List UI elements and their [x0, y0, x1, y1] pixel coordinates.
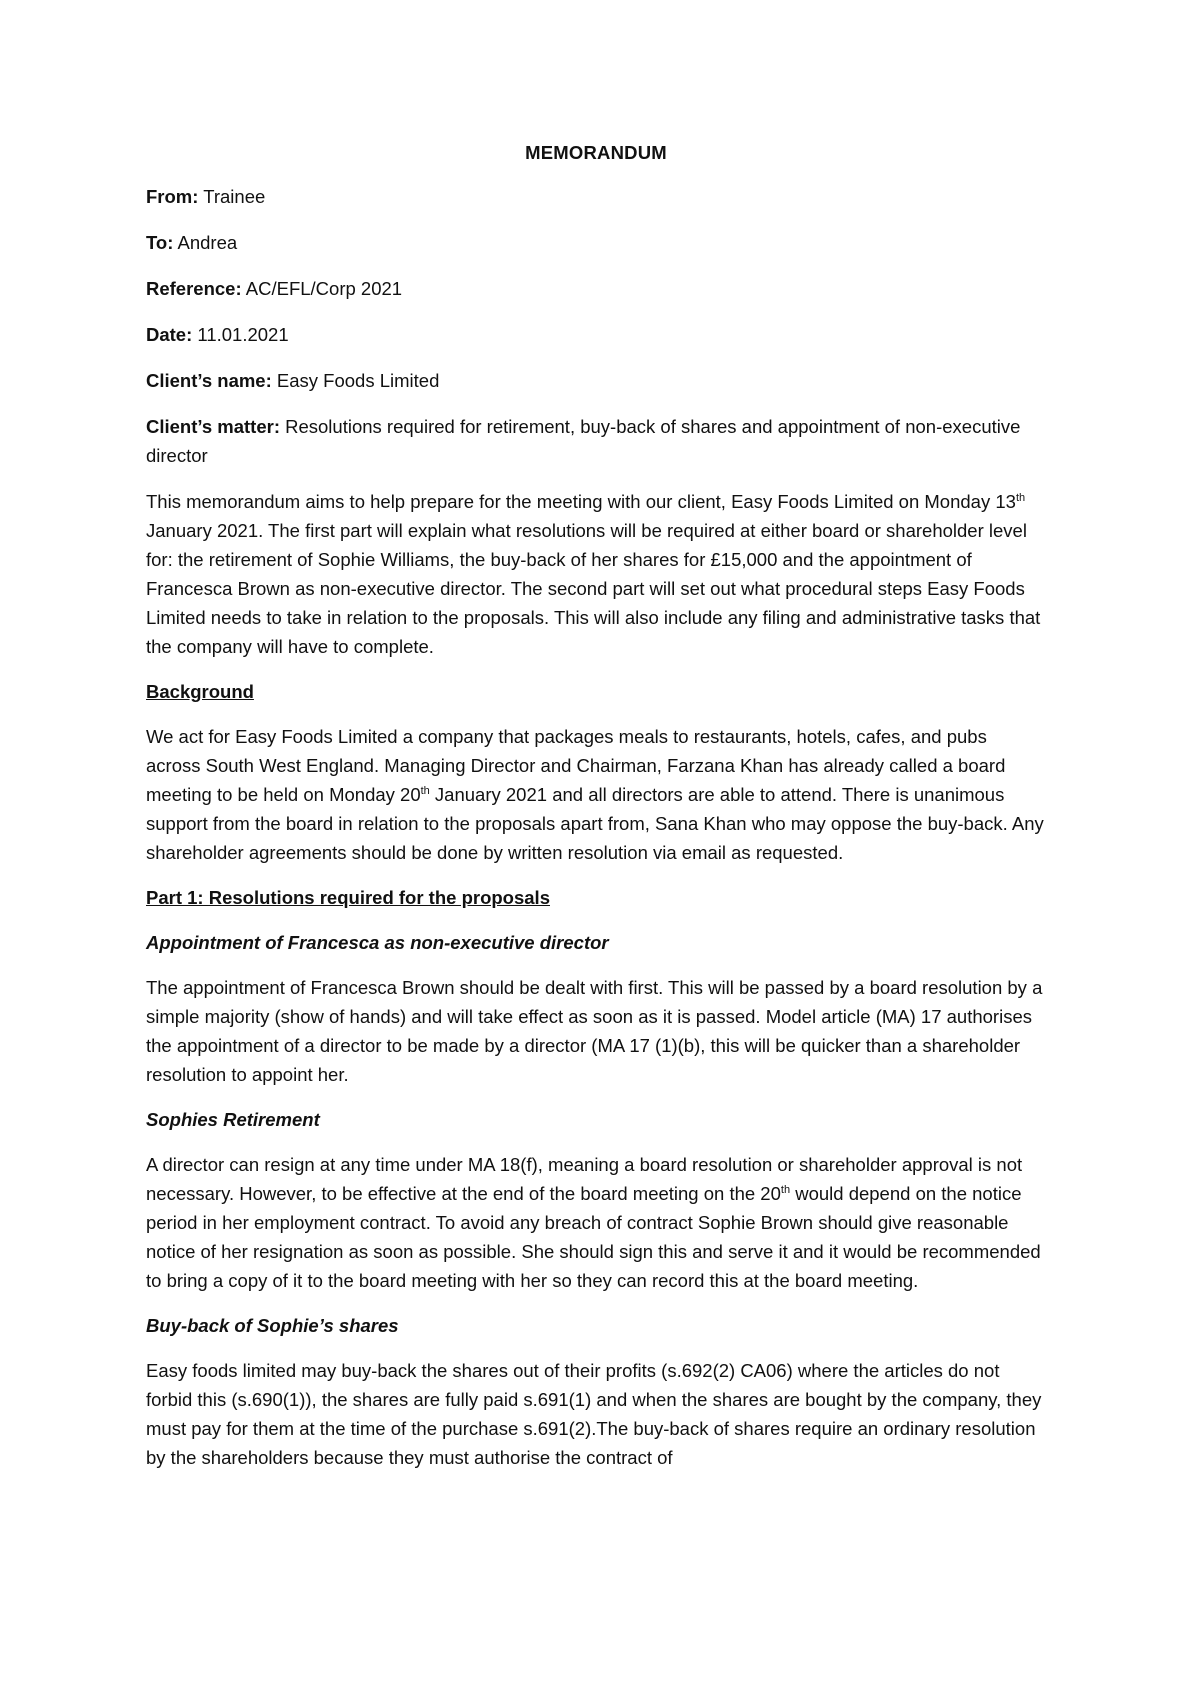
field-date: [146, 320, 1046, 349]
field-client-name: [146, 366, 1046, 395]
retirement-paragraph: [146, 1150, 1046, 1295]
part1-heading: Part 1: Resolutions required for the proposals: [146, 887, 550, 908]
field-value: Resolutions required for retirement, buy-back of shares and appointment of non-executive director: [146, 416, 1021, 466]
field-from: [146, 182, 1046, 211]
field-client-matter: [146, 412, 1046, 470]
retirement-superscript: th: [780, 1183, 791, 1196]
field-reference: [146, 274, 1046, 303]
field-label: From:: [146, 186, 199, 207]
field-value: 11.01.2021: [192, 324, 289, 345]
intro-paragraph: [146, 487, 1046, 661]
field-label: To:: [146, 232, 174, 253]
field-label: Date:: [146, 324, 193, 345]
field-to: [146, 228, 1046, 257]
field-label: Client’s matter:: [146, 416, 280, 437]
background-heading: Background: [146, 681, 254, 702]
field-value: Andrea: [173, 232, 238, 253]
intro-text-b: January 2021. The first part will explain what resolutions will be required at either board or shareholder level for: the retirement of Sophie Williams, the buy-back of her shares for £15,000 and the appointment of Francesca Brown as non-executive director. The second part will set out what procedural steps Easy Foods Limited needs to take in relation to the proposals. This will also include any filing and administrative tasks that the company will have to complete.: [146, 520, 1041, 657]
buyback-heading: Buy-back of Sophie’s shares: [146, 1315, 399, 1336]
appointment-paragraph: The appointment of Francesca Brown should be dealt with first. This will be passed by a board resolution by a simple majority (show of hands) and will take effect as soon as it is passed. Model article (MA) 17 authorises the appointment of a director to be made by a director (MA 17 (1)(b), this will be quicker than a shareholder resolution to appoint her.: [146, 977, 1043, 1085]
background-paragraph: [146, 722, 1046, 867]
field-label: Reference:: [146, 278, 242, 299]
intro-superscript: th: [1015, 491, 1026, 504]
field-value: AC/EFL/Corp 2021: [241, 278, 403, 299]
appointment-heading: Appointment of Francesca as non-executive director: [146, 932, 609, 953]
background-text-b: January 2021 and all directors are able to attend. There is unanimous support from the board in relation to the proposals apart from, Sana Khan who may oppose the buy-back. Any shareholder agreements should be done by written resolution via email as requested.: [146, 784, 1044, 863]
retirement-text-a: A director can resign at any time under MA 18(f), meaning a board resolution or shareholder approval is not necessary. However, to be effective at the end of the board meeting on the 20: [146, 1154, 1023, 1204]
memo-title: MEMORANDUM: [525, 142, 667, 163]
background-superscript: th: [420, 784, 430, 797]
field-value: Trainee: [198, 186, 266, 207]
retirement-text-b: would depend on the notice period in her employment contract. To avoid any breach of contract Sophie Brown should give reasonable notice of her resignation as soon as possible. She should sign this and serve it and it would be recommended to bring a copy of it to the board meeting with her so they can record this at the board meeting.: [146, 1183, 1041, 1291]
retirement-heading: Sophies Retirement: [146, 1109, 320, 1130]
intro-text-a: This memorandum aims to help prepare for the meeting with our client, Easy Foods Limited on Monday 13: [146, 491, 1016, 512]
field-value: Easy Foods Limited: [271, 370, 440, 391]
background-text-a: We act for Easy Foods Limited a company that packages meals to restaurants, hotels, cafes, and pubs across South West England. Managing Director and Chairman, Farzana Khan has already called a board meeting to be held on Monday 20: [146, 726, 1006, 805]
memo-page: [146, 138, 1046, 1488]
field-label: Client’s name:: [146, 370, 272, 391]
buyback-paragraph: Easy foods limited may buy-back the shares out of their profits (s.692(2) CA06) where the articles do not forbid this (s.690(1)), the shares are fully paid s.691(1) and when the shares are bought by the company, they must pay for them at the time of the purchase s.691(2).The buy-back of shares require an ordinary resolution by the shareholders because they must authorise the contract of: [146, 1360, 1042, 1468]
